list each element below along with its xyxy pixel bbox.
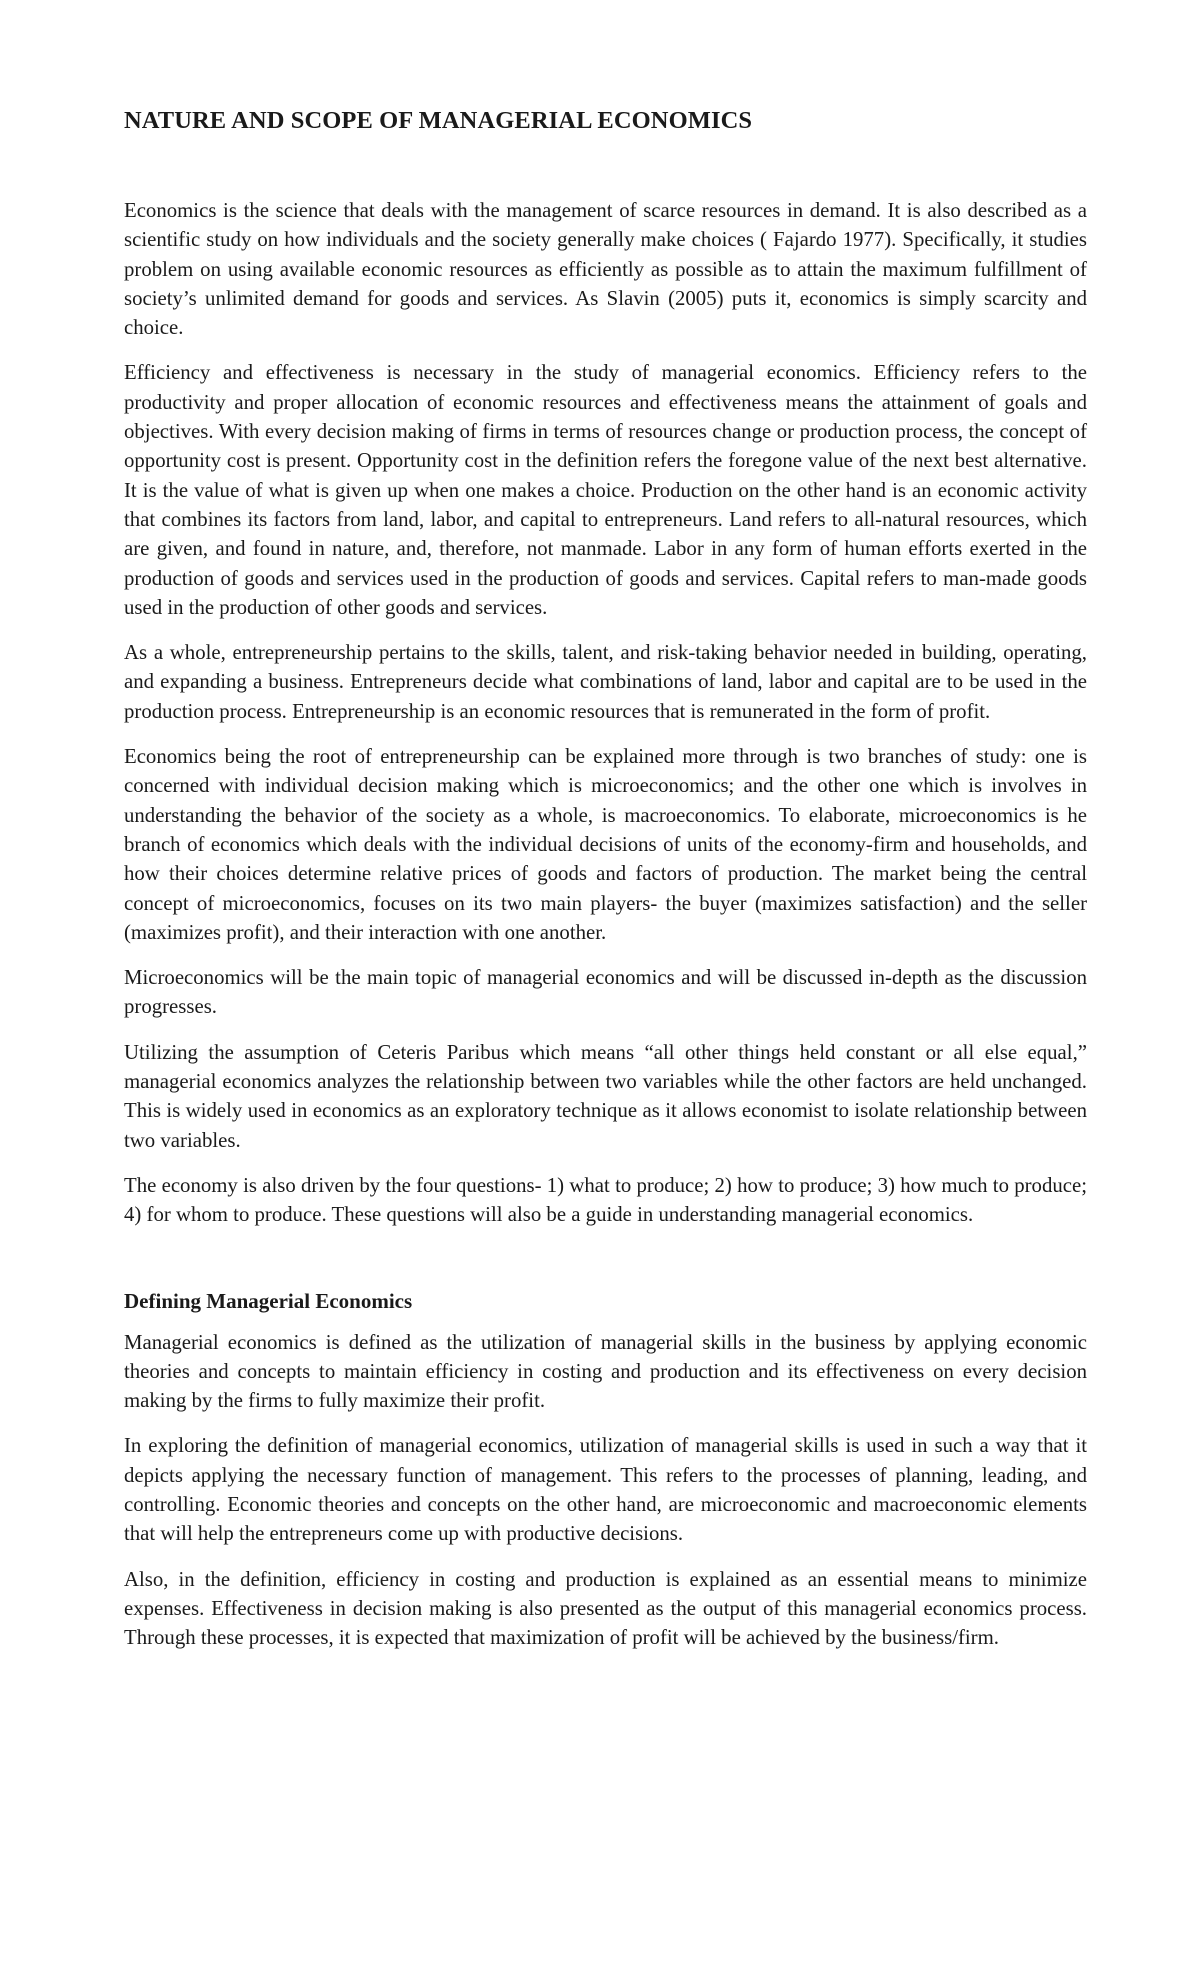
section-paragraph-3: Also, in the definition, efficiency in costing and production is explained as an essential means to minimize expenses. Effectiveness in decision making is also presented as the output of this managerial economics process. Through these processes, it is expected that maximization of profit will be achieved by the business/firm. (124, 1567, 1087, 1650)
intro-paragraph-1: Economics is the science that deals with the management of scarce resources in demand. It is also described as a scientific study on how individuals and the society generally make choices ( Fajardo 1977). Specifically, it studies problem on using available economic resources as efficiently as possible as to attain the maximum fulfillment of society’s unlimited demand for goods and services. As Slavin (2005) puts it, economics is simply scarcity and choice. (124, 199, 1087, 340)
intro-paragraph-6: Utilizing the assumption of Ceteris Paribus which means “all other things held constant or all else equal,” managerial economics analyzes the relationship between two variables while the other factors are held unchanged. This is widely used in economics as an exploratory technique as it allows economist to isolate relationship between two variables. (124, 1040, 1087, 1152)
intro-paragraph-7: The economy is also driven by the four questions- 1) what to produce; 2) how to produce; 3) how much to produce; 4) for whom to produce. These questions will also be a guide in understanding managerial economics. (124, 1173, 1087, 1227)
intro-paragraph-3: As a whole, entrepreneurship pertains to the skills, talent, and risk-taking behavior needed in building, operating, and expanding a business. Entrepreneurs decide what combinations of land, labor and capital are to be used in the production process. Entrepreneurship is an economic resources that is remunerated in the form of profit. (124, 641, 1087, 723)
section-heading: Defining Managerial Economics (124, 1288, 413, 1313)
section-paragraph-1: Managerial economics is defined as the utilization of managerial skills in the business by applying economic theories and concepts to maintain efficiency in costing and production and its effectiveness on every decision making by the firms to fully maximize their profit. (124, 1330, 1087, 1413)
section-paragraph-2: In exploring the definition of managerial economics, utilization of managerial skills is used in such a way that it depicts applying the necessary function of management. This refers to the processes of planning, leading, and controlling. Economic theories and concepts on the other hand, are microeconomic and macroeconomic elements that will help the entrepreneurs come up with productive decisions. (124, 1434, 1087, 1546)
intro-paragraph-2: Efficiency and effectiveness is necessary in the study of managerial economics. Efficiency refers to the productivity and proper allocation of economic resources and effectiveness means the attainment of goals and objectives. With every decision making of firms in terms of resources change or production process, the concept of opportunity cost is present. Opportunity cost in the definition refers the foregone value of the next best alternative. It is the value of what is given up when one makes a choice. Production on the other hand is an economic activity that combines its factors from land, labor, and capital to entrepreneurs. Land refers to all-natural resources, which are given, and found in nature, and, therefore, not manmade. Labor in any form of human efforts exerted in the production of goods and services used in the production of goods and services. Capital refers to man-made goods used in the production of other goods and services. (124, 361, 1087, 619)
defining-section (124, 1286, 1087, 1653)
intro-paragraph-5: Microeconomics will be the main topic of managerial economics and will be discussed in-depth as the discussion progresses. (124, 966, 1087, 1019)
document-title: NATURE AND SCOPE OF MANAGERIAL ECONOMICS (124, 107, 753, 134)
intro-section (124, 196, 1087, 1230)
intro-paragraph-4: Economics being the root of entrepreneurship can be explained more through is two branches of study: one is concerned with individual decision making which is microeconomics; and the other one which is involves in understanding the behavior of the society as a whole, is macroeconomics. To elaborate, microeconomics is he branch of economics which deals with the individual decisions of units of the economy-firm and households, and how their choices determine relative prices of goods and factors of production. The market being the central concept of microeconomics, focuses on its two main players- the buyer (maximizes satisfaction) and the seller (maximizes profit), and their interaction with one another. (124, 745, 1087, 944)
document-page (124, 104, 1087, 1668)
